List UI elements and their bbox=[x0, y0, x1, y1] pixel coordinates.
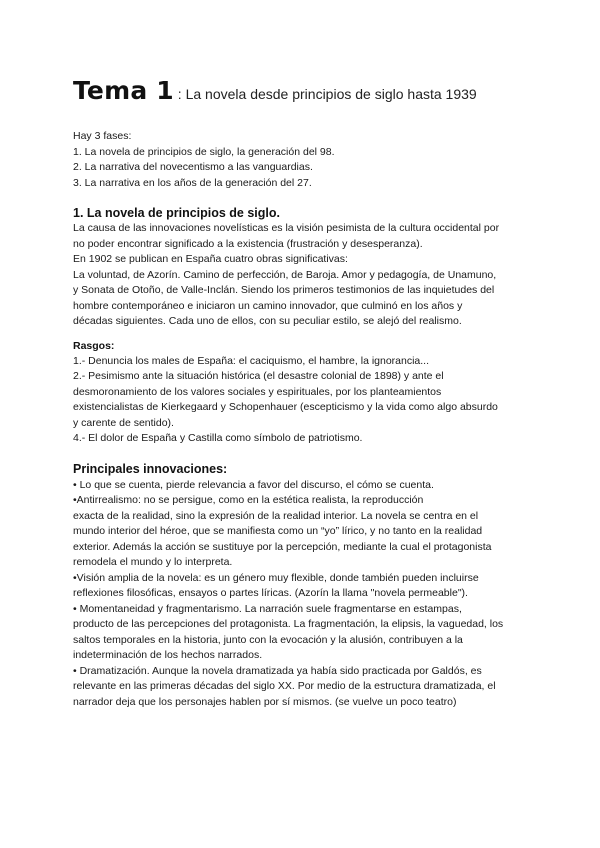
innovaciones-line: producto de las percepciones del protagonista. La fragmentación, la elipsis, la vaguedad, los bbox=[73, 618, 504, 630]
innovaciones-line: indeterminación de los hechos narrados. bbox=[73, 649, 263, 661]
innovaciones-line: relevante en las primeras décadas del siglo XX. Por medio de la estructura dramatizada, el bbox=[73, 680, 496, 692]
rasgos-line: desmoronamiento de los valores sociales y espirituales, por los planteamientos bbox=[73, 385, 442, 398]
innovaciones-line: remodela el mundo y lo interpreta. bbox=[73, 556, 233, 568]
innovaciones-line: •Antirrealismo: no se persigue, como en la estética realista, la reproducción bbox=[73, 494, 424, 506]
rasgos-section bbox=[73, 339, 533, 447]
rasgos-line: y carente de sentido). bbox=[73, 416, 174, 429]
paragraph-line: décadas siguientes. Cada uno de ellos, con su peculiar estilo, se alejó del realismo. bbox=[73, 315, 462, 327]
innovaciones-line: saltos temporales en la historia, junto con la evocación y la alusión, contribuyen a la bbox=[73, 633, 463, 646]
rasgos-line: existencialistas de Kierkegaard y Schopenhauer (escepticismo y la vida como algo absurdo bbox=[73, 401, 498, 413]
innovaciones-line: • Dramatización. Aunque la novela dramatizada ya había sido practicada por Galdós, es bbox=[73, 664, 482, 677]
paragraph-line: hombre contemporáneo e iniciaron un camino innovador, que culminó en los años y bbox=[73, 299, 463, 312]
intro-block bbox=[73, 129, 533, 191]
title-subtitle: : La novela desde principios de siglo hasta 1939 bbox=[173, 86, 477, 102]
innovaciones-line: •Visión amplia de la novela: es un género muy flexible, donde también pueden incluirse bbox=[73, 571, 479, 584]
innovaciones-line: exacta de la realidad, sino la expresión de la realidad interior. La novela se centra en el bbox=[73, 509, 479, 522]
innovaciones-line: • Momentaneidad y fragmentarismo. La narración suele fragmentarse en estampas, bbox=[73, 602, 462, 615]
innovaciones-section bbox=[73, 461, 533, 711]
intro-line: 2. La narrativa del novecentismo a las vanguardias. bbox=[73, 161, 313, 173]
paragraph-line: La causa de las innovaciones novelísticas es la visión pesimista de la cultura occidental por bbox=[73, 222, 500, 234]
document-body bbox=[73, 129, 533, 710]
rasgos-line: 1.- Denuncia los males de España: el caciquismo, el hambre, la ignorancia... bbox=[73, 354, 430, 367]
innovaciones-line: mundo interior del héroe, que se manifiesta como un “yo” lírico, y no tanto en la realidad bbox=[73, 525, 483, 537]
rasgos-line: 4.- El dolor de España y Castilla como símbolo de patriotismo. bbox=[73, 432, 363, 444]
paragraph-line: En 1902 se publican en España cuatro obras significativas: bbox=[73, 253, 348, 265]
paragraph-line: y Sonata de Otoño, de Valle-Inclán. Siendo los primeros testimonios de las inquietudes del bbox=[73, 284, 495, 296]
innovaciones-heading: Principales innovaciones: bbox=[73, 461, 228, 476]
title-main: Tema 1 bbox=[73, 76, 174, 105]
document-title bbox=[73, 76, 477, 105]
innovaciones-line: • Lo que se cuenta, pierde relevancia a favor del discurso, el cómo se cuenta. bbox=[73, 478, 434, 491]
innovaciones-line: narrador deja que los personajes hablen por sí mismos. (se vuelve un poco teatro) bbox=[73, 695, 457, 708]
section-1 bbox=[73, 205, 533, 330]
innovaciones-line: reflexiones filosóficas, ensayos o partes líricas. (Azorín la llama "novela permeable"). bbox=[73, 587, 468, 599]
intro-line: 3. La narrativa en los años de la generación del 27. bbox=[73, 176, 312, 189]
paragraph-line: no poder encontrar significado a la existencia (frustración y desesperanza). bbox=[73, 237, 423, 250]
intro-line: 1. La novela de principios de siglo, la generación del 98. bbox=[73, 145, 335, 158]
section-1-heading: 1. La novela de principios de siglo. bbox=[73, 206, 280, 220]
rasgos-heading: Rasgos: bbox=[73, 339, 115, 352]
intro-line: Hay 3 fases: bbox=[73, 130, 132, 142]
rasgos-line: 2.- Pesimismo ante la situación histórica (el desastre colonial de 1898) y ante el bbox=[73, 370, 444, 382]
innovaciones-line: exterior. Además la acción se sustituye por la percepción, mediante la cual el protagonista bbox=[73, 540, 492, 553]
paragraph-line: La voluntad, de Azorín. Camino de perfección, de Baroja. Amor y pedagogía, de Unamuno, bbox=[73, 268, 497, 281]
